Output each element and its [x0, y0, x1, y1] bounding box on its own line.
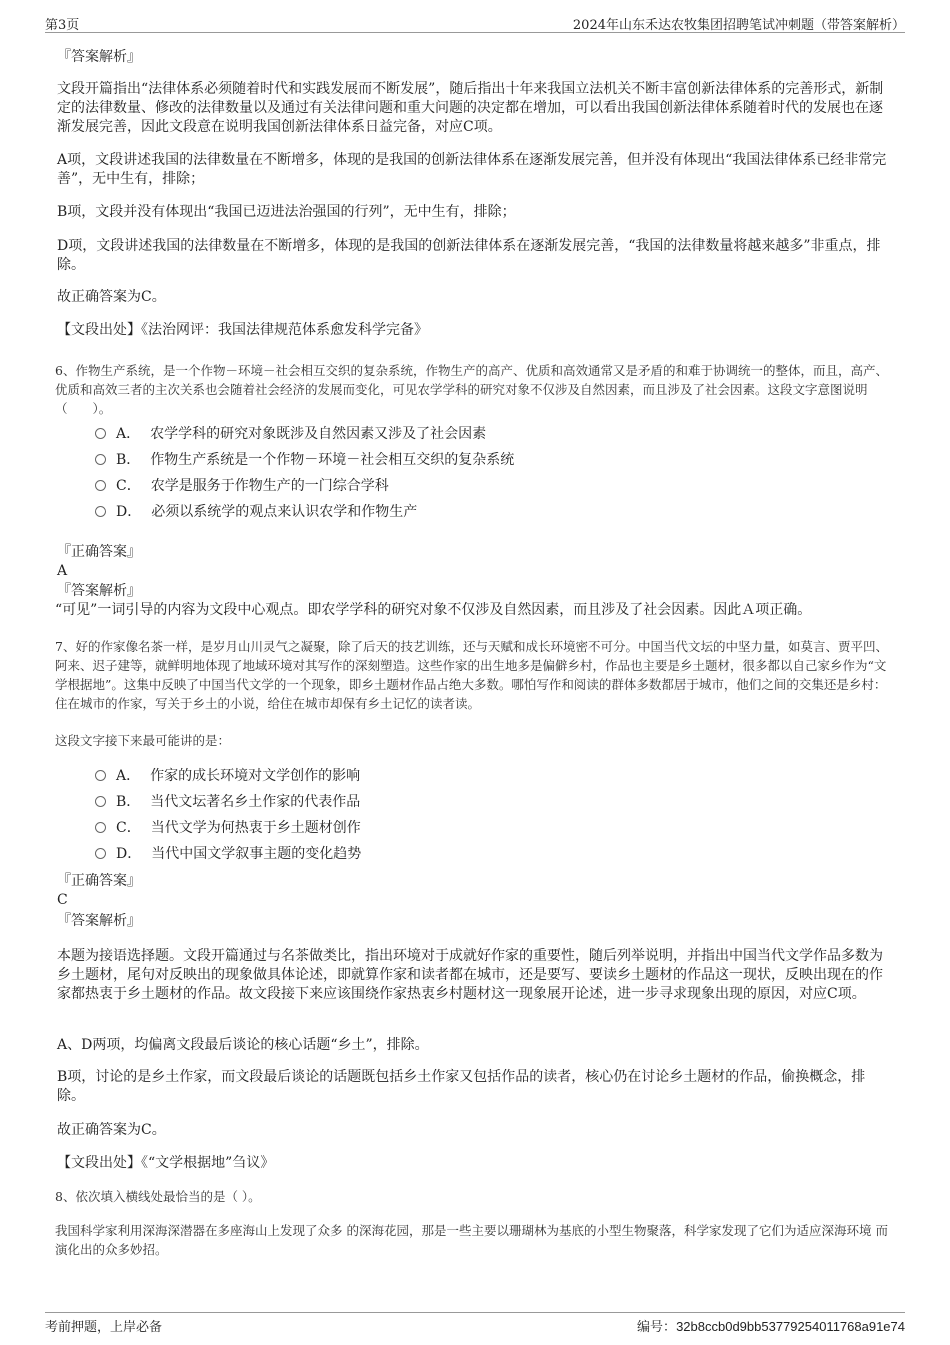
- q5-source: 【文段出处】《法治网评：我国法律规范体系愈发科学完备》: [57, 322, 428, 338]
- q6-option-c[interactable]: C． 农学是服务于作物生产的一门综合学科: [95, 476, 389, 496]
- q5-analysis-label: 『答案解析』: [57, 49, 141, 65]
- q6-answer: A: [57, 563, 68, 579]
- radio-icon[interactable]: [95, 770, 106, 781]
- q6-stem: 6、作物生产系统，是一个作物－环境－社会相互交织的复杂系统，作物生产的高产、优质和高效通常又是矛盾的和难于协调统一的整体，而且，高产、优质和高效三者的主次关系也会随着社会经济的发展而变化，可见农学学科的研究对象不仅涉及自然因素，而且涉及了社会因素。这段文字意图说明（ ）。: [55, 363, 888, 416]
- q7-option-b[interactable]: B． 当代文坛著名乡土作家的代表作品: [95, 792, 360, 812]
- q6-option-d[interactable]: D． 必须以系统学的观点来认识农学和作物生产: [95, 502, 417, 522]
- footer-slogan: 考前押题，上岸必备: [45, 1320, 163, 1335]
- q5-conclusion: 故正确答案为C。: [57, 289, 166, 305]
- radio-icon[interactable]: [95, 480, 106, 491]
- radio-icon[interactable]: [95, 848, 106, 859]
- q5-analysis-p4: D项，文段讲述我国的法律数量在不断增多，体现的是我国的创新法律体系在逐渐发展完善，“我国的法律数量将越来越多”非重点，排除。: [57, 238, 881, 273]
- radio-icon[interactable]: [95, 428, 106, 439]
- q7-question: 这段文字接下来最可能讲的是：: [55, 733, 231, 748]
- q6-analysis-label: 『答案解析』: [57, 583, 141, 599]
- q7-analysis-label: 『答案解析』: [57, 913, 141, 929]
- q7-stem: 7、好的作家像名茶一样，是岁月山川灵气之凝聚，除了后天的技艺训练，还与天赋和成长环境密不可分。中国当代文坛的中坚力量，如莫言、贾平凹、阿来、迟子建等，就鲜明地体现了地域环境对其写作的深刻塑造。这些作家的出生地多是偏僻乡村，作品也主要是乡土题材，很多都以自己家乡作为“文学根据地”。这集中反映了中国当代文学的一个现象，即乡土题材作品占绝大多数。哪怕写作和阅读的群体多数都居于城市，他们之间的交集还是乡村：住在城市的作家，写关于乡土的小说，给住在城市却保有乡土记忆的读者读。: [55, 639, 888, 711]
- q7-option-d[interactable]: D． 当代中国文学叙事主题的变化趋势: [95, 844, 361, 864]
- q7-answer-label: 『正确答案』: [57, 873, 141, 889]
- q5-analysis-p2: A项，文段讲述我国的法律数量在不断增多，体现的是我国的创新法律体系在逐渐发展完善，但并没有体现出“我国法律体系已经非常完善”，无中生有，排除；: [57, 152, 887, 187]
- page-number: 第3页: [45, 18, 80, 33]
- radio-icon[interactable]: [95, 796, 106, 807]
- q8-stem: 8、依次填入横线处最恰当的是（ ）。: [55, 1189, 261, 1204]
- document-title: 2024年山东禾达农牧集团招聘笔试冲刺题（带答案解析）: [572, 18, 905, 33]
- q5-analysis-p1: 文段开篇指出“法律体系必须随着时代和实践发展而不断发展”，随后指出十年来我国立法机关不断丰富创新法律体系的完善形式，新制定的法律数量、修改的法律数量以及通过有关法律问题和重大问题的决定都在增加，可以看出我国创新法律体系随着时代的发展也在逐渐发展完善，因此文段意在说明我国创新法律体系日益完备，对应C项。: [57, 81, 884, 135]
- page-header: [45, 12, 905, 33]
- radio-icon[interactable]: [95, 506, 106, 517]
- q7-conclusion: 故正确答案为C。: [57, 1122, 166, 1138]
- q7-analysis-p2: A、D两项，均偏离文段最后谈论的核心话题“乡土”，排除。: [57, 1037, 429, 1053]
- radio-icon[interactable]: [95, 822, 106, 833]
- q7-answer: C: [57, 892, 68, 908]
- q8-passage: 我国科学家利用深海深潜器在多座海山上发现了众多 的深海花园，那是一些主要以珊瑚林为基底的小型生物聚落，科学家发现了它们为适应深海环境 而演化出的众多妙招。: [55, 1223, 888, 1257]
- q6-analysis: “可见”一词引导的内容为文段中心观点。即农学学科的研究对象不仅涉及自然因素，而且涉及了社会因素。因此Ａ项正确。: [55, 602, 812, 618]
- q7-analysis-p1: 本题为接语选择题。文段开篇通过与名茶做类比，指出环境对于成就好作家的重要性，随后列举说明，并指出中国当代文学作品多数为乡土题材，尾句对反映出的现象做具体论述，即就算作家和读者都在城市，还是要写、要读乡土题材的作品这一现状，反映出现在的作家都热衷于乡土题材的作品。故文段接下来应该围绕作家热衷乡村题材这一现象展开论述，进一步寻求现象出现的原因，对应C项。: [57, 948, 883, 1002]
- q6-option-a[interactable]: A． 农学学科的研究对象既涉及自然因素又涉及了社会因素: [95, 424, 486, 444]
- q7-option-a[interactable]: A． 作家的成长环境对文学创作的影响: [95, 766, 360, 786]
- q6-option-b[interactable]: B． 作物生产系统是一个作物－环境－社会相互交织的复杂系统: [95, 450, 514, 470]
- q7-source: 【文段出处】《“文学根据地”刍议》: [57, 1155, 275, 1171]
- radio-icon[interactable]: [95, 454, 106, 465]
- q6-answer-label: 『正确答案』: [57, 544, 141, 560]
- q7-option-c[interactable]: C． 当代文学为何热衷于乡土题材创作: [95, 818, 361, 838]
- footer-serial: 编号：32b8ccb0d9bb53779254011768a91e74: [637, 1319, 905, 1335]
- q5-analysis-p3: B项，文段并没有体现出“我国已迈进法治强国的行列”，无中生有，排除；: [57, 204, 516, 220]
- q7-analysis-p3: B项，讨论的是乡土作家，而文段最后谈论的话题既包括乡土作家又包括作品的读者，核心仍在讨论乡土题材的作品，偷换概念，排除。: [57, 1069, 866, 1104]
- page-footer: [45, 1312, 905, 1335]
